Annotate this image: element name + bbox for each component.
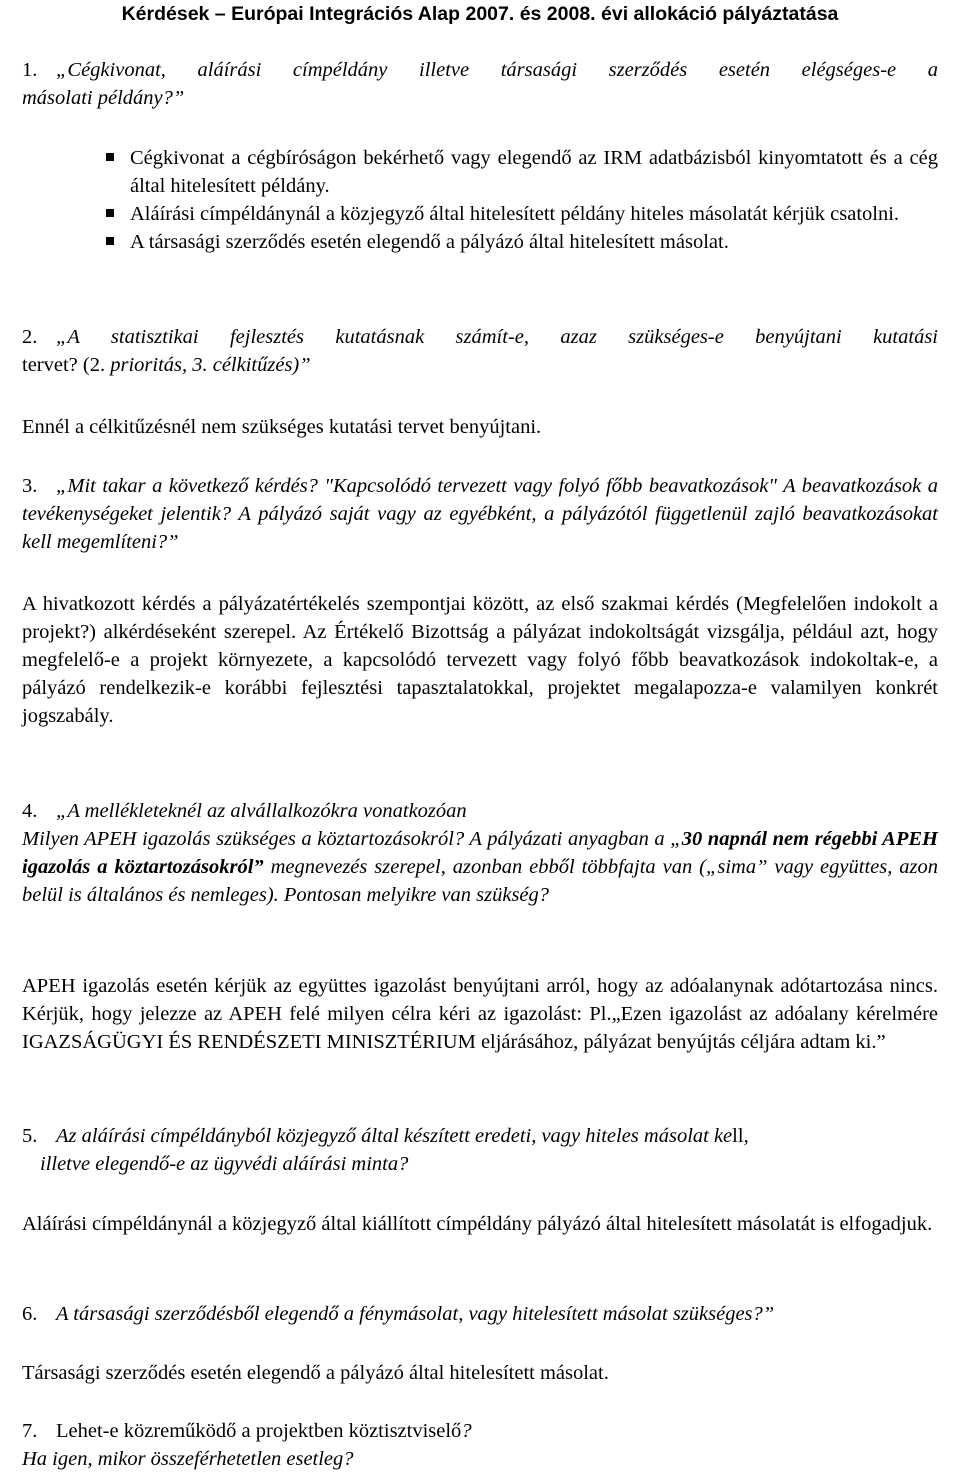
bullet-text: Cégkivonat a cégbíróságon bekérhető vagy elegendő az IRM adatbázisból kinyomtatott és a cég által hitelesített példány.: [130, 147, 938, 197]
question-4: [22, 797, 938, 909]
list-item: [130, 144, 938, 200]
answer-3: [22, 590, 938, 730]
question-7-text: Lehet-e közreműködő a projektben köztisztviselő: [56, 1420, 462, 1442]
question-3-number: 3.: [22, 475, 38, 497]
answer-bullet-list: [22, 144, 938, 256]
question-4-text-part2: megnevezés szerepel, azonban ebből többfajta van („sima” vagy együttes, azon belül is általános és nemleges). Pontosan melyikre van szükség?: [22, 856, 938, 906]
question-7-text-line2: Ha igen, mikor összeférhetetlen esetleg?: [22, 1448, 354, 1470]
answer-2: [22, 413, 938, 441]
question-7: [22, 1417, 938, 1473]
question-4-heading: „A mellékleteknél az alvállalkozókra vonatkozóan: [56, 800, 467, 822]
bullet-text: Aláírási címpéldánynál a közjegyző által hitelesített példány hiteles másolatát kérjük csatolni.: [130, 203, 900, 225]
question-1: [22, 56, 938, 112]
question-1-number: 1.: [22, 59, 38, 81]
answer-5-text: Aláírási címpéldánynál a közjegyző által kiállított címpéldány pályázó által hitelesített másolatát is elfogadjuk.: [22, 1213, 933, 1235]
question-4-text-bold: 30 napnál nem régebbi APEH igazolás a köztartozásokról”: [22, 828, 938, 878]
list-item: [130, 200, 938, 228]
question-7-number: 7.: [22, 1420, 38, 1442]
question-6-text: A társasági szerződésből elegendő a fénymásolat, vagy hitelesített másolat szükséges?”: [56, 1303, 775, 1325]
answer-6-text: Társasági szerződés esetén elegendő a pályázó által hitelesített másolat.: [22, 1362, 609, 1384]
question-1-answers: [22, 144, 938, 256]
answer-5: [22, 1210, 938, 1238]
question-7-text-mark: ?: [461, 1420, 472, 1442]
question-5-text-line2: illetve elegendő-e az ügyvédi aláírási minta?: [40, 1153, 409, 1175]
question-5-text-plain: ll,: [732, 1125, 749, 1147]
answer-4-text: APEH igazolás esetén kérjük az együttes igazolást benyújtani arról, hogy az adóalanynak adótartozása nincs. Kérjük, hogy jelezze az APEH felé milyen célra kéri az igazolást: Pl.„Ezen igazolást az adóalany kérelmére IGAZSÁGÜGYI ÉS RENDÉSZETI MINISZTÉRIUM eljárásához, pályázat benyújtás céljára adtam ki.”: [22, 975, 938, 1053]
answer-2-text: Ennél a célkitűzésnél nem szükséges kutatási tervet benyújtani.: [22, 416, 542, 438]
square-bullet-icon: [106, 153, 114, 161]
list-item: [130, 228, 938, 256]
answer-4: [22, 972, 938, 1056]
document-title: Kérdések – Európai Integrációs Alap 2007. és 2008. évi allokáció pályáztatása: [121, 3, 839, 25]
bullet-text: A társasági szerződés esetén elegendő a pályázó által hitelesített másolat.: [130, 231, 729, 253]
question-5: [22, 1122, 938, 1178]
question-5-text-italic: Az aláírási címpéldányból közjegyző által készített eredeti, vagy hiteles másolat ke: [56, 1125, 733, 1147]
question-4-number: 4.: [22, 800, 38, 822]
answer-3-text: A hivatkozott kérdés a pályázatértékelés szempontjai között, az első szakmai kérdés (Megfelelően indokolt a projekt?) alkérdéseként szerepel. Az Értékelő Bizottság a pályázat indokoltságát vizsgálja, például azt, hogy megfelelő-e a projekt környezete, a kapcsolódó tervezett vagy folyó főbb beavatkozások indokoltak-e, a pályázó rendelkezik-e korábbi fejlesztési tapasztalatokkal, projektet megalapozza-e valamilyen konkrét jogszabály.: [22, 593, 938, 727]
question-2-text-line2-plain: tervet? (2.: [22, 354, 106, 376]
square-bullet-icon: [106, 209, 114, 217]
question-6: [22, 1300, 938, 1328]
question-3: [22, 472, 938, 556]
answer-6: [22, 1359, 938, 1387]
question-1-text-line1: „Cégkivonat, aláírási címpéldány illetve társasági szerződés esetén elégséges-e a: [56, 59, 938, 81]
question-2: [22, 323, 938, 379]
question-1-text-line2: másolati példány?”: [22, 87, 185, 109]
question-4-text-part1: Milyen APEH igazolás szükséges a köztartozásokról? A pályázati anyagban a „: [22, 828, 682, 850]
square-bullet-icon: [106, 237, 114, 245]
question-3-text: „Mit takar a következő kérdés? "Kapcsolódó tervezett vagy folyó főbb beavatkozások" A beavatkozások a tevékenységeket jelentik? A pályázó saját vagy az egyébként, a pályázótól függetlenül zajló beavatkozásokat kell megemlíteni?”: [22, 475, 938, 553]
question-2-text-line2-italic: prioritás, 3. célkitűzés)”: [105, 354, 311, 376]
document-title-block: [22, 0, 938, 28]
question-2-number: 2.: [22, 326, 38, 348]
question-5-number: 5.: [22, 1125, 38, 1147]
question-6-number: 6.: [22, 1303, 38, 1325]
question-2-text-line1: „A statisztikai fejlesztés kutatásnak számít-e, azaz szükséges-e benyújtani kutatási: [56, 326, 938, 348]
